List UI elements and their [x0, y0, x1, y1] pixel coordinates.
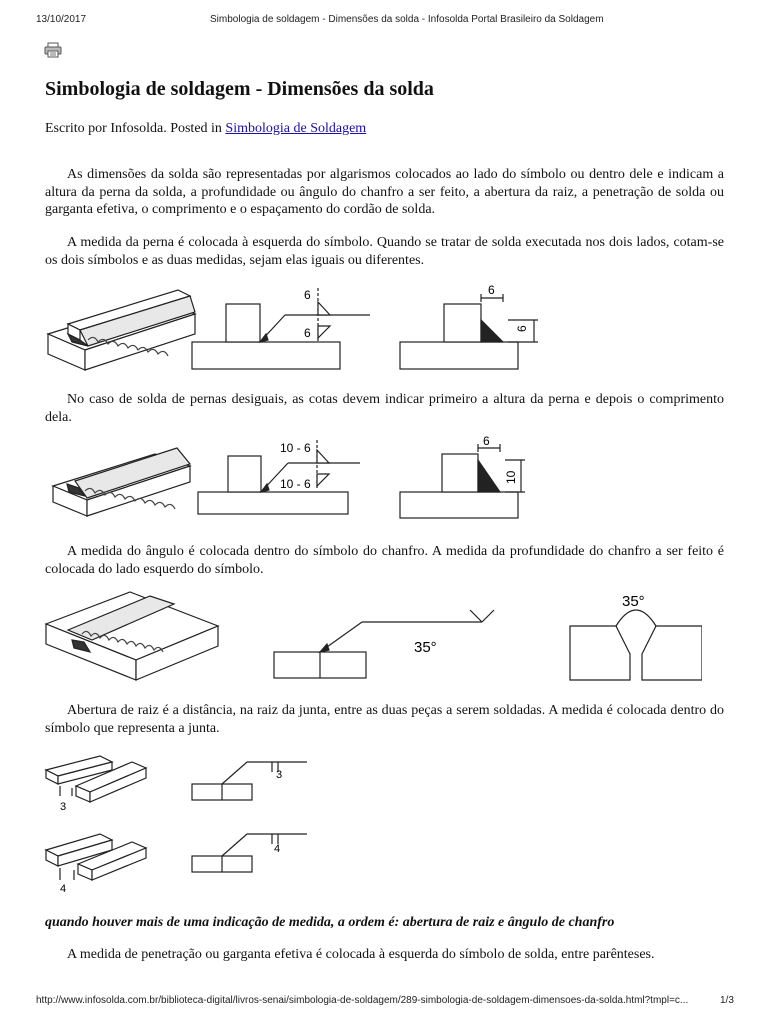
symbol-drawing-2	[198, 440, 360, 514]
print-page-title: Simbologia de soldagem - Dimensões da solda - Infosolda Portal Brasileiro da Soldagem	[210, 14, 604, 25]
figure-root-opening	[42, 752, 342, 900]
byline-text: Escrito por Infosolda. Posted in	[45, 121, 222, 136]
figure-bevel-angle	[42, 584, 702, 684]
figure-leg-size	[40, 282, 550, 377]
category-link[interactable]: Simbologia de Soldagem	[225, 121, 367, 136]
order-note: quando houver mais de uma indicação de medida, a ordem é: abertura de raiz e ângulo de chanfro	[45, 915, 615, 930]
plates-drawing-b	[46, 834, 146, 880]
paragraph-penetration: A medida de penetração ou garganta efetiva é colocada à esquerda do símbolo de solda, entre parênteses.	[67, 947, 655, 962]
footer-url: http://www.infosolda.com.br/biblioteca-digital/livros-senai/simbologia-de-soldagem/289-simbologia-de-soldagem-dimensoes-da-solda.html?tmpl=c...	[36, 995, 689, 1006]
page-number: 1/3	[720, 995, 734, 1006]
groove-weld-drawing	[46, 592, 218, 680]
bevel-symbol-drawing	[274, 610, 494, 678]
paragraph-leg: A medida da perna é colocada à esquerda do símbolo. Quando se tratar de solda executada nos dois lados, cotam-se os dois símbolos e as duas medidas, sejam elas iguais ou diferentes.	[45, 235, 724, 268]
paragraph-intro: As dimensões da solda são representadas por algarismos colocados ao lado do símbolo ou dentro dele e indicam a altura da perna da solda, a profundidade ou ângulo do chanfro a ser feito, a abertura da raiz, a penetração de solda ou garganta efetiva, o comprimento e o espaçamento do cordão de solda.	[45, 167, 724, 217]
print-date: 13/10/2017	[36, 14, 87, 25]
dim-v-label: 6	[515, 325, 529, 332]
symbol-drawing	[192, 288, 370, 369]
leg-label-bottom-2: 10 - 6	[280, 477, 311, 491]
gap-label-symbol-a: 3	[276, 769, 283, 781]
leg-label-top-2: 10 - 6	[280, 441, 311, 455]
plates-drawing-a	[46, 756, 146, 802]
root-symbol-drawing-a	[192, 762, 307, 800]
figure-unequal-leg	[45, 436, 555, 526]
leg-label-top: 6	[304, 288, 311, 302]
dim-h-label-2: 6	[483, 436, 490, 448]
printer-icon[interactable]	[44, 42, 62, 58]
angle-detail-label: 35°	[622, 593, 645, 610]
paragraph-root: Abertura de raiz é a distância, na raiz da junta, entre as duas peças a serem soldadas. A medida é colocada dentro do símbolo que representa a junta.	[45, 703, 724, 736]
bevel-section-drawing	[570, 610, 702, 680]
angle-label: 35°	[414, 639, 437, 656]
root-symbol-drawing-b	[192, 834, 307, 872]
gap-label-symbol-b: 4	[274, 843, 281, 855]
dim-v-label-2: 10	[504, 470, 518, 484]
fillet-weld-drawing-2	[53, 448, 190, 516]
article-title: Simbologia de soldagem - Dimensões da solda	[45, 78, 434, 100]
paragraph-angle: A medida do ângulo é colocada dentro do símbolo do chanfro. A medida da profundidade do chanfro a ser feito é colocada do lado esquerdo do símbolo.	[45, 544, 724, 577]
byline	[45, 121, 366, 137]
dim-h-label: 6	[488, 283, 495, 297]
fillet-weld-drawing	[48, 290, 195, 370]
paragraph-unequal: No caso de solda de pernas desiguais, as cotas devem indicar primeiro a altura da perna e depois o comprimento dela.	[45, 392, 724, 425]
gap-label-plates-a: 3	[60, 801, 67, 813]
leg-label-bottom: 6	[304, 326, 311, 340]
gap-label-plates-b: 4	[60, 883, 67, 895]
